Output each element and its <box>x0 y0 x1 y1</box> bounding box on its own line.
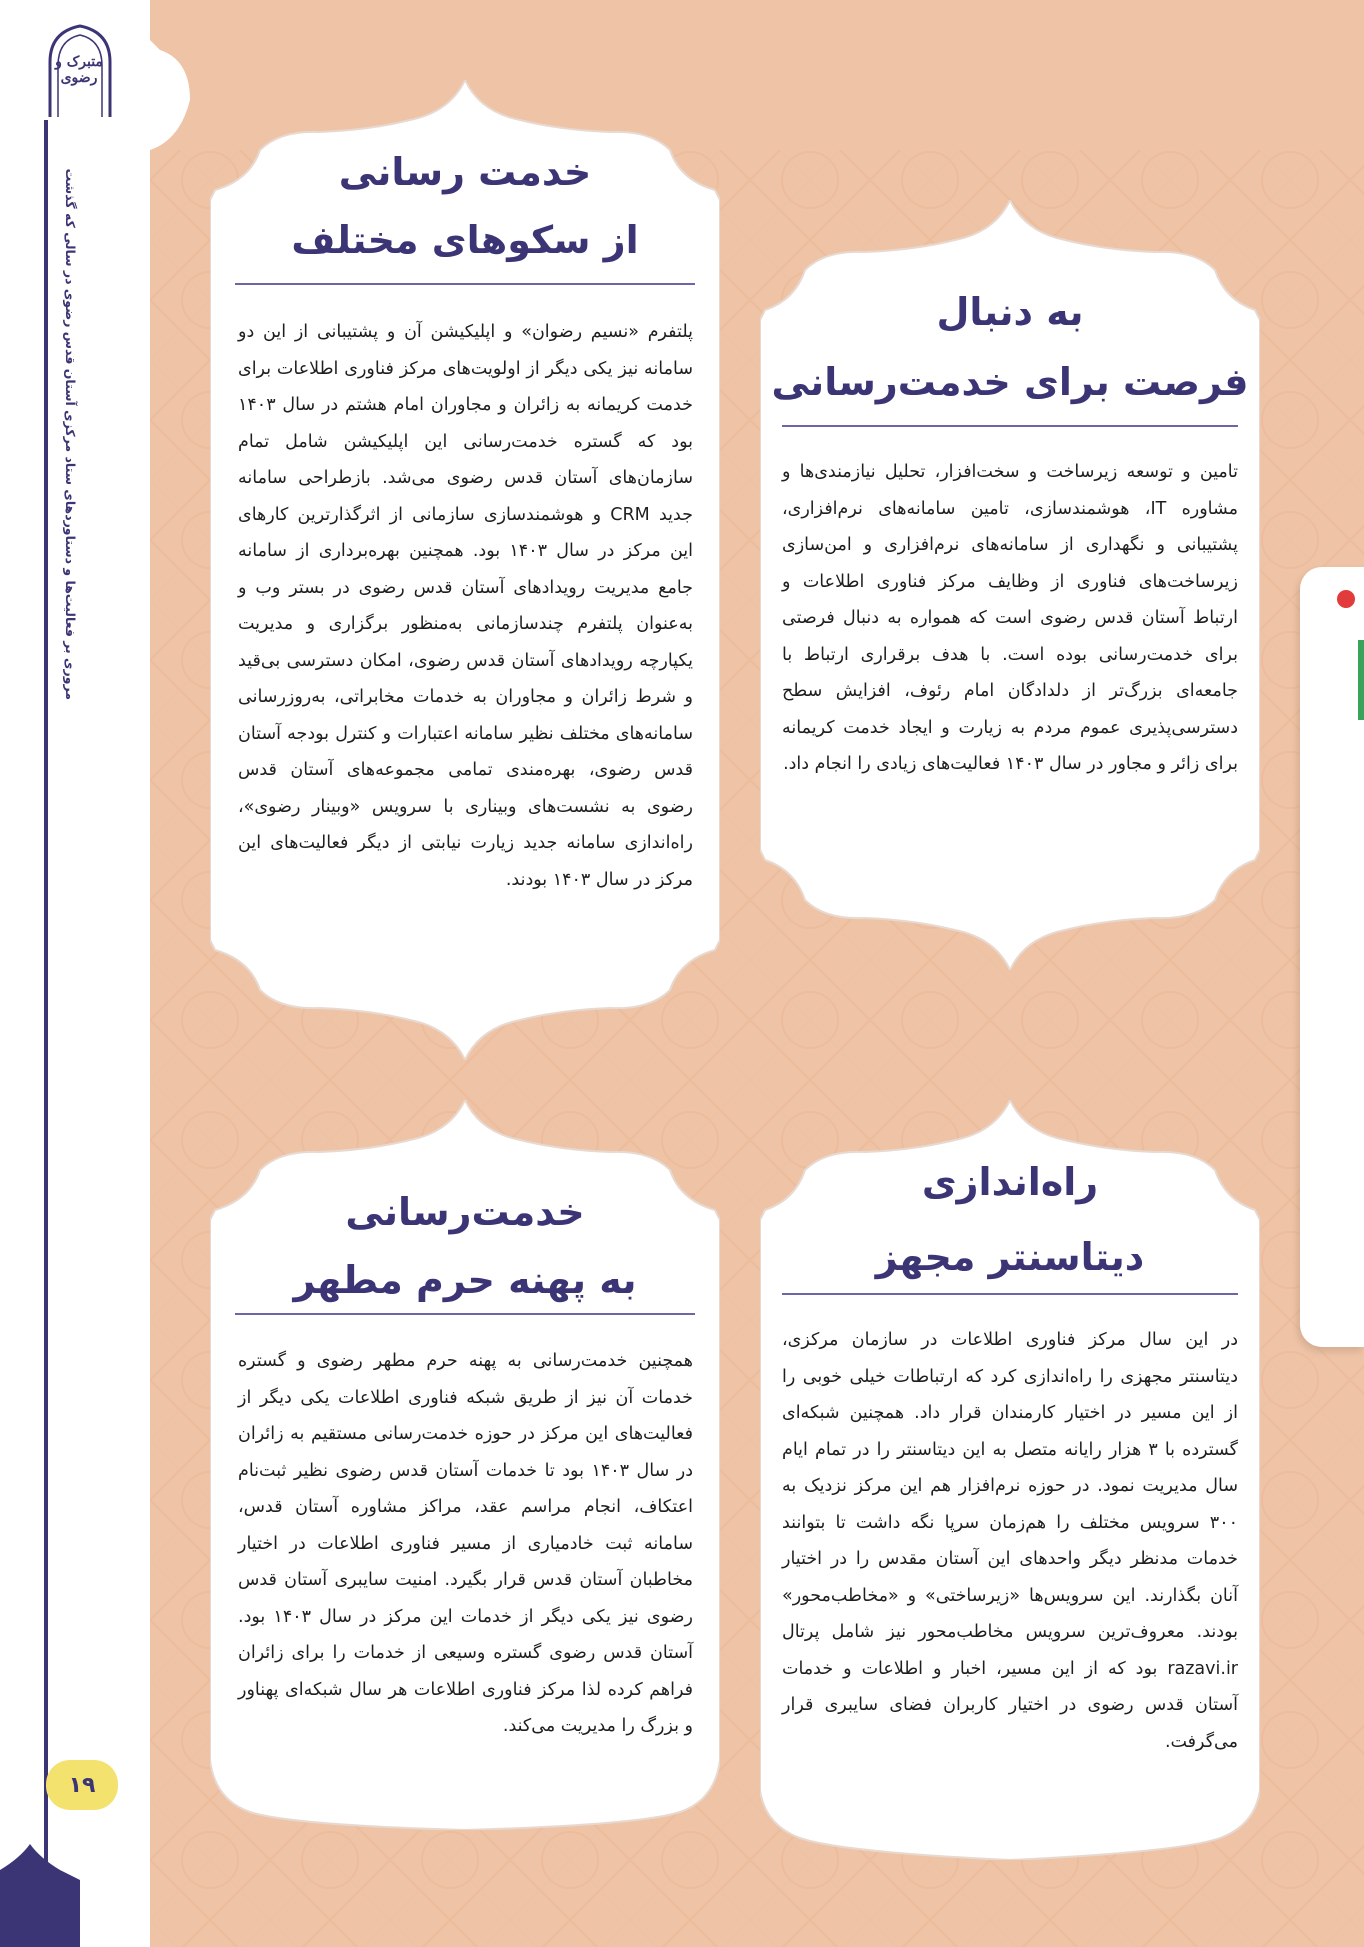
card-haram <box>210 1100 720 1830</box>
card-platform-title-2: از سکوهای مختلف <box>291 218 639 262</box>
bottom-dome-ornament <box>0 1840 80 1947</box>
right-edge-panel <box>1300 567 1364 1347</box>
card-opportunity-title-2: فرصت برای خدمت‌رسانی <box>771 360 1249 404</box>
side-caption-wrap <box>58 140 78 700</box>
card-platform-title-1: خدمت رسانی <box>338 150 592 194</box>
card-platform-body: پلتفرم «نسیم رضوان» و اپلیکیشن آن و پشتیبانی از این دو سامانه نیز یکی دیگر از اولویت‌های مرکز فناوری اطلاعات برای خدمت کریمانه به زائران و مجاوران امام هشتم در سال ۱۴۰۳ بود که گستره خدمت‌رسانی این اپلیکیشن شامل تمام سازمان‌های آستان قدس رضوی می‌شد. بازطراحی سامانه جدید CRM و هوشمندسازی سازمانی از اثرگذارترین کارهای این مرکز در سال ۱۴۰۳ بود. همچنین بهره‌برداری از سامانه جامع مدیریت رویدادهای آستان قدس رضوی در بستر وب و به‌عنوان پلتفرم چندسازمانی به‌منظور برگزاری و مدیریت یکپارچه رویدادهای آستان قدس رضوی، امکان دسترسی بی‌قید و شرط زائران و مجاوران به خدمات مخابراتی، به‌روزرسانی سامانه‌های مختلف نظیر سامانه اعتبارات و کنترل بودجه آستان قدس رضوی، بهره‌مندی تمامی مجموعه‌های آستان قدس رضوی به نشست‌های وبیناری با سرویس «وبینار رضوی»، راه‌اندازی سامانه جدید زیارت نیابتی از دیگر فعالیت‌های این مرکز در سال ۱۴۰۳ بودند. <box>238 322 694 890</box>
card-datacenter <box>760 1100 1260 1860</box>
side-caption: مروری بر فعالیت‌ها و دستاوردهای ستاد مرکزی آستان قدس رضوی در سالی که گذشت <box>63 168 78 700</box>
card-haram-title-1: خدمت‌رسانی <box>345 1190 585 1234</box>
green-edge-tab <box>1358 640 1364 720</box>
card-opportunity-body: تامین و توسعه زیرساخت و سخت‌افزار، تحلیل نیازمندی‌ها و مشاوره IT، هوشمندسازی، تامین سامانه‌های نرم‌افزاری، پشتیبانی و نگهداری از سامانه‌های نرم‌افزاری و امن‌سازی زیرساخت‌های فناوری از وظایف مرکز فناوری اطلاعات و ارتباط آستان قدس رضوی است که همواره به دنبال فرصتی برای خدمت‌رسانی بوده است. با هدف برقراری ارتباط با جامعه‌ای بزرگ‌تر از دلدادگان امام رئوف، افزایش سطح دسترسی‌پذیری عموم مردم به زیارت و ایجاد خدمت کریمانه برای زائر و مجاور در سال ۱۴۰۳ فعالیت‌های زیادی را انجام داد. <box>782 462 1238 774</box>
card-haram-body: همچنین خدمت‌رسانی به پهنه حرم مطهر رضوی و گستره خدمات آن نیز از طریق شبکه فناوری اطلاعات یکی دیگر از فعالیت‌های این مرکز در حوزه خدمت‌رسانی مستقیم به زائران در سال ۱۴۰۳ بود تا خدمات آستان قدس رضوی نظیر ثبت‌نام اعتکاف، انجام مراسم عقد، مراکز مشاوره آستان قدس، سامانه ثبت خادمیاری از مسیر فناوری اطلاعات در اختیار مخاطبان آستان قدس قرار بگیرد. امنیت سایبری آستان قدس رضوی نیز یکی دیگر از خدمات این مرکز در سال ۱۴۰۳ بود. آستان قدس رضوی گستره وسیعی از خدمات را برای زائران فراهم کرده لذا مرکز فناوری اطلاعات هر سال شبکه‌ای پهناور و بزرگ را مدیریت می‌کند. <box>238 1351 693 1736</box>
sidebar-rule <box>44 120 48 1880</box>
card-haram-rule <box>235 1313 695 1315</box>
card-haram-title-2: به پهنه حرم مطهر <box>293 1258 637 1302</box>
page-number: ۱۹ <box>46 1760 118 1810</box>
card-opportunity-rule <box>782 425 1238 427</box>
card-datacenter-title-2: دیتاسنتر مجهز <box>875 1235 1145 1279</box>
red-dot-icon <box>1337 590 1355 608</box>
logo-text: متبرک و رضوی <box>55 54 103 86</box>
card-opportunity <box>760 200 1260 970</box>
card-datacenter-rule <box>782 1293 1238 1295</box>
card-opportunity-title-1: به دنبال <box>936 290 1084 334</box>
card-datacenter-title-1: راه‌اندازی <box>921 1160 1099 1204</box>
card-datacenter-body: در این سال مرکز فناوری اطلاعات در سازمان مرکزی، دیتاسنتر مجهزی را راه‌اندازی کرد که ارتباطات خیلی خوبی را از این مسیر در اختیار کارمندان قرار داد. همچنین شبکه‌ای گسترده با ۳ هزار رایانه متصل به این دیتاسنتر را در تمام ایام سال مدیریت نمود. در حوزه نرم‌افزار هم این مرکز نزدیک به ۳۰۰ سرویس مختلف را هم‌زمان سرپا نگه داشت تا بتوانند خدمات مدنظر دیگر واحدهای این آستان مقدس را در اختیار آنان بگذارند. این سرویس‌ها «زیرساختی» و «مخاطب‌محور» بودند. معروف‌ترین سرویس مخاطب‌محور نیز شامل پرتال razavi.ir بود که از این مسیر، اخبار و اطلاعات و خدمات آستان قدس رضوی در اختیار کاربران فضای سایبری قرار می‌گرفت. <box>782 1330 1238 1752</box>
card-platform-rule <box>235 283 695 285</box>
card-platform <box>210 80 720 1060</box>
